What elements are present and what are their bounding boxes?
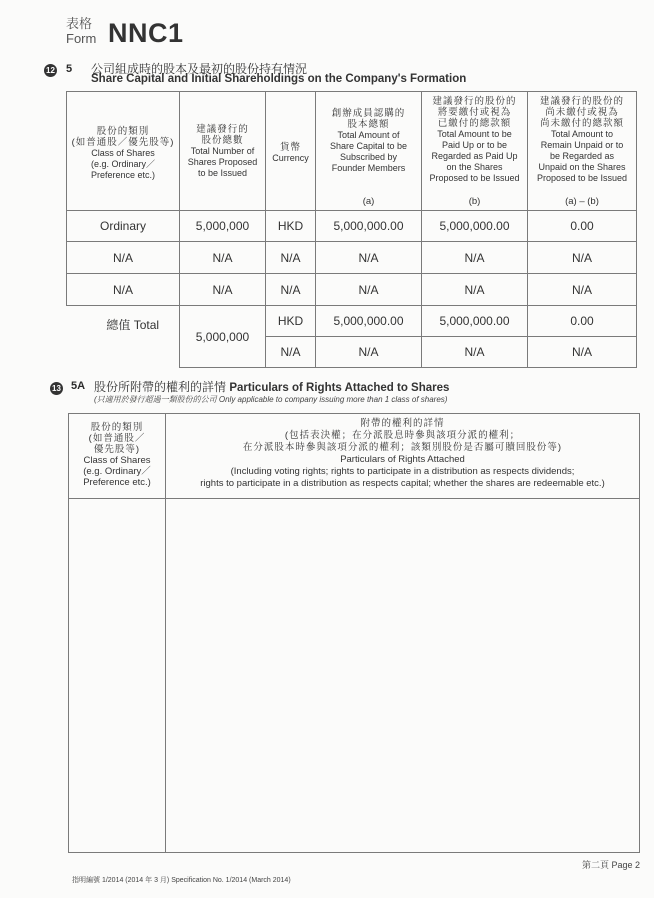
cell-number: N/A	[180, 242, 266, 274]
table-row	[67, 274, 637, 306]
total-unpaid: N/A	[528, 337, 637, 368]
total-number: 5,000,000	[180, 306, 266, 368]
total-paid: N/A	[422, 337, 528, 368]
cell-class: Ordinary	[67, 211, 180, 242]
formula-a: (a)	[362, 196, 375, 207]
col-header-subscribed: 創辦成員認購的 股本總額 Total Amount of Share Capital to be Subscribed by Founder Members (a)	[316, 92, 422, 211]
col-header-number: 建議發行的 股份總數 Total Number of Shares Proposed to be Issued	[180, 92, 266, 211]
cell-unpaid: N/A	[528, 274, 637, 306]
section-5-title-en: Share Capital and Initial Shareholdings on the Company's Formation	[91, 73, 467, 85]
section-5a-badge: 13	[50, 382, 63, 395]
section-5a-title-en: Particulars of Rights Attached to Shares	[229, 382, 450, 394]
section-5a-number: 5A	[71, 380, 86, 392]
col-header-class: 股份的類別 (如普通股／優先股等) Class of Shares (e.g. Ordinary／ Preference etc.)	[67, 92, 180, 211]
cell-unpaid: N/A	[528, 242, 637, 274]
section-5-badge: 12	[44, 64, 57, 77]
cell-class: N/A	[67, 274, 180, 306]
section-5-number: 5	[66, 63, 73, 75]
rights-table	[68, 413, 640, 853]
formula-b: (b)	[468, 196, 481, 207]
formula-a-minus-b: (a) – (b)	[565, 196, 599, 207]
rights-col-class-header: 股份的類別 (如普通股／ 優先股等) Class of Shares (e.g. Ordinary／ Preference etc.)	[83, 422, 151, 488]
form-label-zh: 表格	[66, 16, 93, 31]
section-5-title-zh: 公司組成時的股本及最初的股份持有情況	[91, 62, 308, 76]
total-label: 總值 Total	[67, 306, 180, 368]
cell-unpaid: 0.00	[528, 211, 637, 242]
form-label	[66, 16, 96, 46]
total-currency: N/A	[266, 337, 316, 368]
section-5a-title-zh: 股份所附帶的權利的詳情	[94, 380, 227, 394]
rights-particulars-cell[interactable]	[166, 499, 639, 852]
cell-currency: N/A	[266, 274, 316, 306]
section-5a-note: (只適用於發行超過一類股份的公司 Only applicable to company issuing more than 1 class of shares)	[94, 395, 448, 404]
col-header-paid: 建議發行的股份的 將要繳付或視為 已繳付的總款額 Total Amount to be Paid Up or to be Regarded as Paid Up on the Shares Proposed to be Issued (b)	[422, 92, 528, 211]
cell-number: 5,000,000	[180, 211, 266, 242]
cell-paid: N/A	[422, 274, 528, 306]
table-row	[67, 242, 637, 274]
rights-col-particulars-header: 附帶的權利的詳情 (包括表決權；在分派股息時參與該項分派的權利； 在分派股本時參與該項分派的權利；該類別股份是否屬可贖回股份等) Particulars of Rights Attached (Including voting rights; rights to participate in a distribution as respects dividends; rights to participate in a distribution as respects capital; whether the shares are redeemable etc.)	[200, 418, 605, 489]
col-header-currency: 貨幣 Currency	[266, 92, 316, 211]
cell-subscribed: N/A	[316, 242, 422, 274]
total-currency: HKD	[266, 306, 316, 337]
cell-class: N/A	[67, 242, 180, 274]
section-5a-title	[94, 378, 449, 395]
form-code: NNC1	[108, 18, 184, 48]
cell-currency: HKD	[266, 211, 316, 242]
total-row	[67, 306, 637, 337]
total-subscribed: N/A	[316, 337, 422, 368]
form-label-en: Form	[66, 31, 97, 46]
cell-number: N/A	[180, 274, 266, 306]
cell-subscribed: 5,000,000.00	[316, 211, 422, 242]
share-capital-table	[66, 91, 637, 368]
cell-subscribed: N/A	[316, 274, 422, 306]
total-subscribed: 5,000,000.00	[316, 306, 422, 337]
cell-paid: N/A	[422, 242, 528, 274]
total-unpaid: 0.00	[528, 306, 637, 337]
rights-class-cell[interactable]	[69, 499, 165, 852]
page-number: 第二頁 Page 2	[581, 860, 640, 870]
col-header-unpaid: 建議發行的股份的 尚未繳付或視為 尚未繳付的總款額 Total Amount to Remain Unpaid or to be Regarded as Unpaid on the Shares Proposed to be Issued (a) – (b)	[528, 92, 637, 211]
specification-number: 指明編號 1/2014 (2014 年 3 月) Specification No. 1/2014 (March 2014)	[72, 877, 291, 884]
cell-currency: N/A	[266, 242, 316, 274]
total-paid: 5,000,000.00	[422, 306, 528, 337]
cell-paid: 5,000,000.00	[422, 211, 528, 242]
